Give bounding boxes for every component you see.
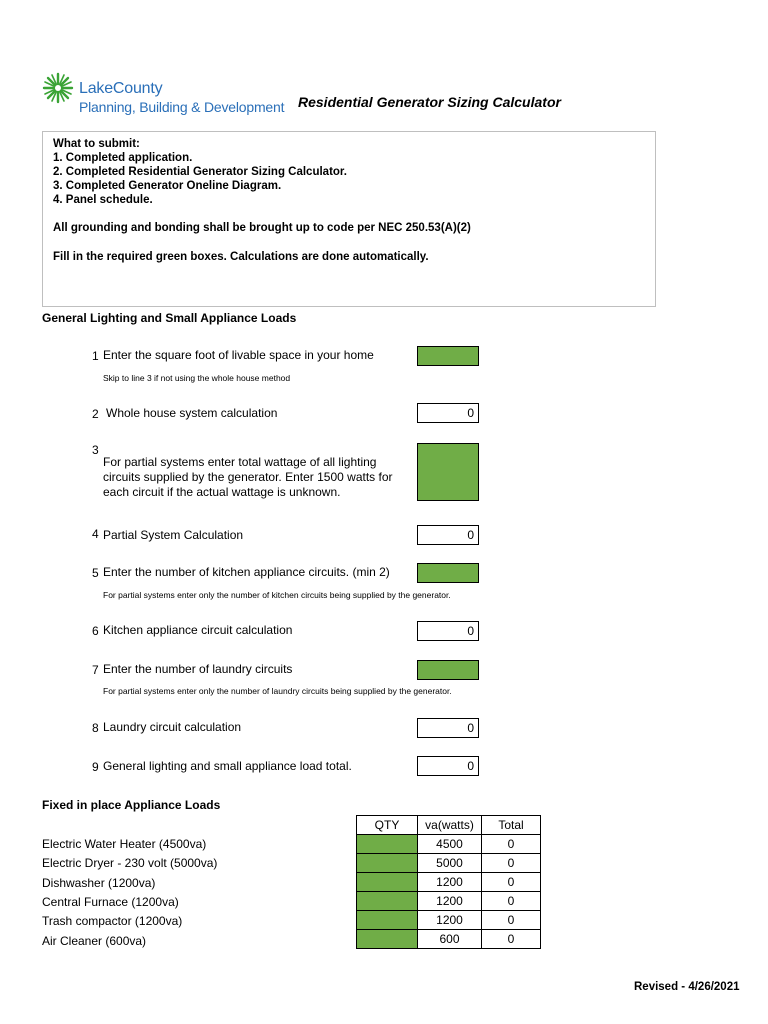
qty-input[interactable] <box>357 873 418 892</box>
instructions-box <box>42 131 656 307</box>
qty-input[interactable] <box>357 892 418 911</box>
total-header: Total <box>482 816 541 835</box>
logo-line2: Planning, Building & Development <box>79 99 285 115</box>
instruction-item: 2. Completed Residential Generator Sizing Calculator. <box>53 166 347 178</box>
logo-line1: LakeCounty <box>79 80 163 97</box>
line-6-label: Kitchen appliance circuit calculation <box>103 623 293 637</box>
appliance-label: Air Cleaner (600va) <box>42 934 147 948</box>
revised-date: Revised - 4/26/2021 <box>634 981 740 993</box>
va-header: va(watts) <box>418 816 482 835</box>
laundry-circuits-input[interactable] <box>417 660 479 680</box>
whole-house-calc-output: 0 <box>417 403 479 423</box>
va-cell: 4500 <box>418 835 482 854</box>
table-header-row <box>357 816 541 835</box>
appliance-label: Dishwasher (1200va) <box>42 876 156 890</box>
sqft-input[interactable] <box>417 346 479 366</box>
qty-header: QTY <box>357 816 418 835</box>
fixed-appliance-table <box>356 815 541 949</box>
fill-note: Fill in the required green boxes. Calculations are done automatically. <box>53 251 429 263</box>
line-number: 9 <box>92 760 99 774</box>
va-cell: 1200 <box>418 873 482 892</box>
table-row <box>357 835 541 854</box>
line-3-label: For partial systems enter total wattage of all lighting circuits supplied by the generator. Enter 1500 watts for each circuit if the actual wattage is unknown. <box>103 455 393 499</box>
line-number: 7 <box>92 663 99 677</box>
lake-county-logo-icon <box>42 72 74 104</box>
document-title: Residential Generator Sizing Calculator <box>298 94 561 110</box>
total-cell: 0 <box>482 892 541 911</box>
general-section-heading: General Lighting and Small Appliance Loads <box>42 311 297 325</box>
instruction-item: 3. Completed Generator Oneline Diagram. <box>53 180 282 192</box>
va-cell: 1200 <box>418 892 482 911</box>
appliance-label: Electric Dryer - 230 volt (5000va) <box>42 856 218 870</box>
line-number: 5 <box>92 566 99 580</box>
laundry-calc-output: 0 <box>417 718 479 738</box>
line-number: 4 <box>92 527 99 541</box>
table-row <box>357 911 541 930</box>
line-number: 6 <box>92 624 99 638</box>
va-cell: 600 <box>418 930 482 949</box>
instructions-heading: What to submit: <box>53 138 140 150</box>
qty-input[interactable] <box>357 854 418 873</box>
qty-input[interactable] <box>357 835 418 854</box>
instruction-item: 4. Panel schedule. <box>53 194 153 206</box>
table-row <box>357 892 541 911</box>
va-cell: 1200 <box>418 911 482 930</box>
table-row <box>357 873 541 892</box>
kitchen-circuits-input[interactable] <box>417 563 479 583</box>
line-5-label: Enter the number of kitchen appliance circuits. (min 2) <box>103 565 390 579</box>
line-7-label: Enter the number of laundry circuits <box>103 662 293 676</box>
total-cell: 0 <box>482 911 541 930</box>
partial-lighting-wattage-input[interactable] <box>417 443 479 501</box>
total-cell: 0 <box>482 930 541 949</box>
qty-input[interactable] <box>357 930 418 949</box>
line-number: 1 <box>92 349 99 363</box>
appliance-label: Electric Water Heater (4500va) <box>42 837 207 851</box>
grounding-note: All grounding and bonding shall be brought up to code per NEC 250.53(A)(2) <box>53 222 471 234</box>
va-cell: 5000 <box>418 854 482 873</box>
total-cell: 0 <box>482 854 541 873</box>
line-5-note: For partial systems enter only the number of kitchen circuits being supplied by the generator. <box>103 590 451 600</box>
line-1-label: Enter the square foot of livable space in your home <box>103 348 374 362</box>
appliance-label: Trash compactor (1200va) <box>42 914 183 928</box>
instruction-item: 1. Completed application. <box>53 152 193 164</box>
qty-input[interactable] <box>357 911 418 930</box>
line-7-note: For partial systems enter only the number of laundry circuits being supplied by the generator. <box>103 686 452 696</box>
line-8-label: Laundry circuit calculation <box>103 720 242 734</box>
line-2-label: Whole house system calculation <box>106 406 278 420</box>
line-1-note: Skip to line 3 if not using the whole house method <box>103 373 291 383</box>
general-load-total-output: 0 <box>417 756 479 776</box>
line-number: 2 <box>92 407 99 421</box>
table-row <box>357 854 541 873</box>
line-number: 3 <box>92 443 99 457</box>
table-row <box>357 930 541 949</box>
kitchen-calc-output: 0 <box>417 621 479 641</box>
total-cell: 0 <box>482 835 541 854</box>
line-number: 8 <box>92 721 99 735</box>
line-9-label: General lighting and small appliance load total. <box>103 759 352 773</box>
total-cell: 0 <box>482 873 541 892</box>
partial-system-calc-output: 0 <box>417 525 479 545</box>
line-4-label: Partial System Calculation <box>103 528 244 542</box>
fixed-section-heading: Fixed in place Appliance Loads <box>42 798 221 812</box>
appliance-label: Central Furnace (1200va) <box>42 895 179 909</box>
